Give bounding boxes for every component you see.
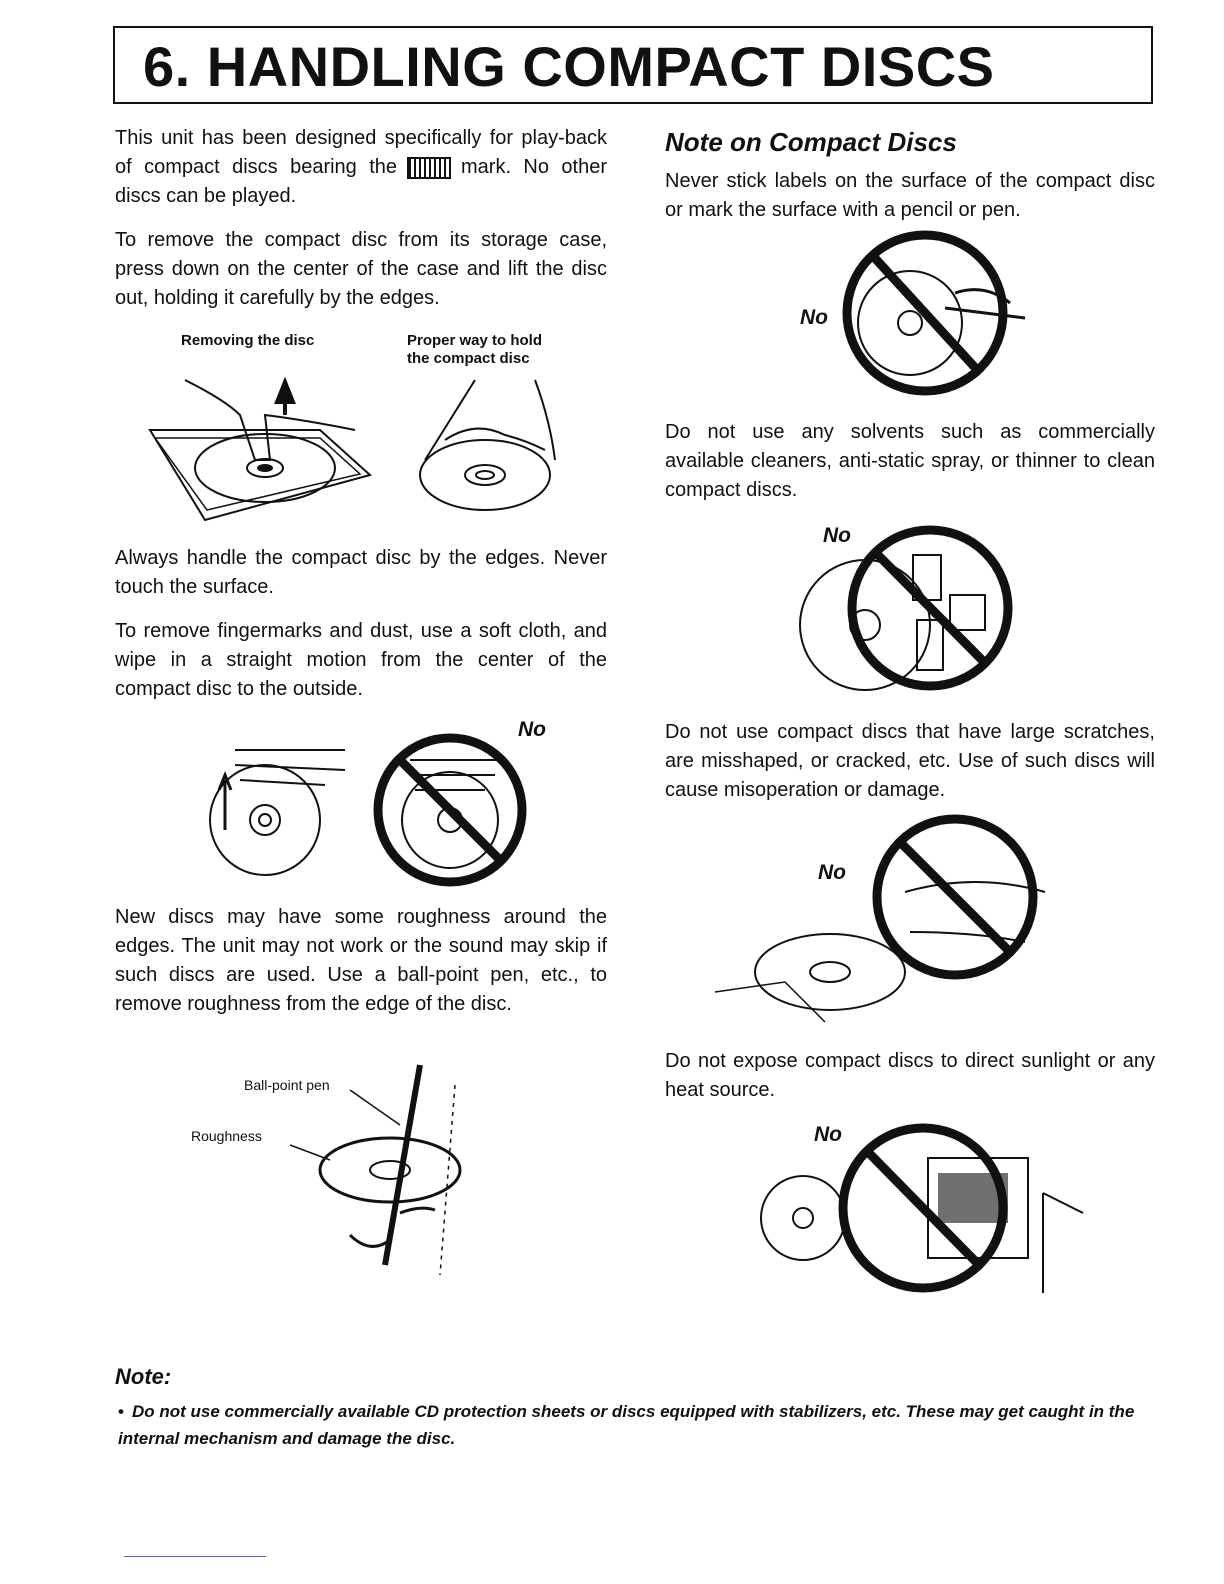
caption-proper-1: Proper way to hold: [407, 332, 543, 349]
sunlight-text: Do not expose compact discs to direct sunlight or any heat source.: [665, 1050, 1155, 1101]
wiping-illustration: [205, 720, 535, 885]
note-on-compact-discs-heading: Note on Compact Discs: [665, 127, 957, 157]
no-marking-illustration: [835, 228, 1035, 398]
fingermarks-text: To remove fingermarks and dust, use a soft cloth, and wipe in a straight motion from the center of the compact disc to the outside.: [115, 620, 607, 700]
intro-text-2: mark. No other discs can be played.: [115, 156, 607, 207]
caption-proper-2: the compact disc: [407, 350, 530, 367]
compact-disc-logo-icon: [407, 157, 451, 179]
roughness-paragraph: [115, 903, 607, 1019]
page-title: 6. HANDLING COMPACT DISCS: [143, 35, 995, 98]
roughness-text: New discs may have some roughness around the edges. The unit may not work or the sound may skip if such discs are used. Use a ball-point pen, etc., to remove roughness from the edge of the disc.: [115, 906, 607, 1015]
scratches-paragraph: [665, 718, 1155, 805]
label-ballpoint-pen: Ball-point pen: [244, 1077, 330, 1093]
fingermarks-paragraph: [115, 617, 607, 704]
label-roughness: Roughness: [191, 1128, 262, 1144]
caption-removing: Removing the disc: [181, 332, 315, 349]
labels-text: Never stick labels on the surface of the compact disc or mark the surface with a pencil or pen.: [665, 170, 1155, 221]
note-bullet: •: [118, 1402, 124, 1421]
edges-paragraph: [115, 544, 607, 602]
removing-disc-illustration: [145, 360, 375, 525]
no-label-wipe: No: [518, 718, 546, 741]
no-cracked-illustration: [705, 812, 1055, 1027]
note-paragraph: [118, 1398, 1158, 1452]
right-heading-wrap: [665, 127, 1155, 157]
intro-text-1: This unit has been designed specifically for play-back of compact discs bearing the: [115, 127, 607, 178]
labels-paragraph: [665, 167, 1155, 225]
footer-divider: [124, 1556, 266, 1557]
remove-text: To remove the compact disc from its storage case, press down on the center of the case and lift the disc out, holding it carefully by the edges.: [115, 229, 607, 309]
scratches-text: Do not use compact discs that have large scratches, are misshaped, or cracked, etc. Use of such discs will cause misoperation or damage.: [665, 721, 1155, 801]
solvents-text: Do not use any solvents such as commercially available cleaners, anti-static spray, or thinner to clean compact discs.: [665, 421, 1155, 501]
edges-text: Always handle the compact disc by the edges. Never touch the surface.: [115, 547, 607, 598]
ballpoint-pen-illustration: [290, 1065, 470, 1290]
no-heat-illustration: [758, 1118, 1088, 1298]
note-text: Do not use commercially available CD protection sheets or discs equipped with stabilizers, etc. These may get caught in the internal mechanism and damage the disc.: [118, 1402, 1135, 1448]
remove-paragraph: [115, 226, 607, 313]
no-label-solvents: No: [823, 524, 851, 547]
note-title: Note:: [115, 1364, 172, 1389]
proper-hold-illustration: [415, 380, 565, 520]
no-label-heat: No: [814, 1123, 842, 1146]
no-label-cracked: No: [818, 861, 846, 884]
no-label-marking: No: [800, 306, 828, 329]
title-box: [113, 26, 1153, 104]
sunlight-paragraph: [665, 1047, 1155, 1105]
solvents-paragraph: [665, 418, 1155, 505]
intro-paragraph: [115, 124, 607, 211]
